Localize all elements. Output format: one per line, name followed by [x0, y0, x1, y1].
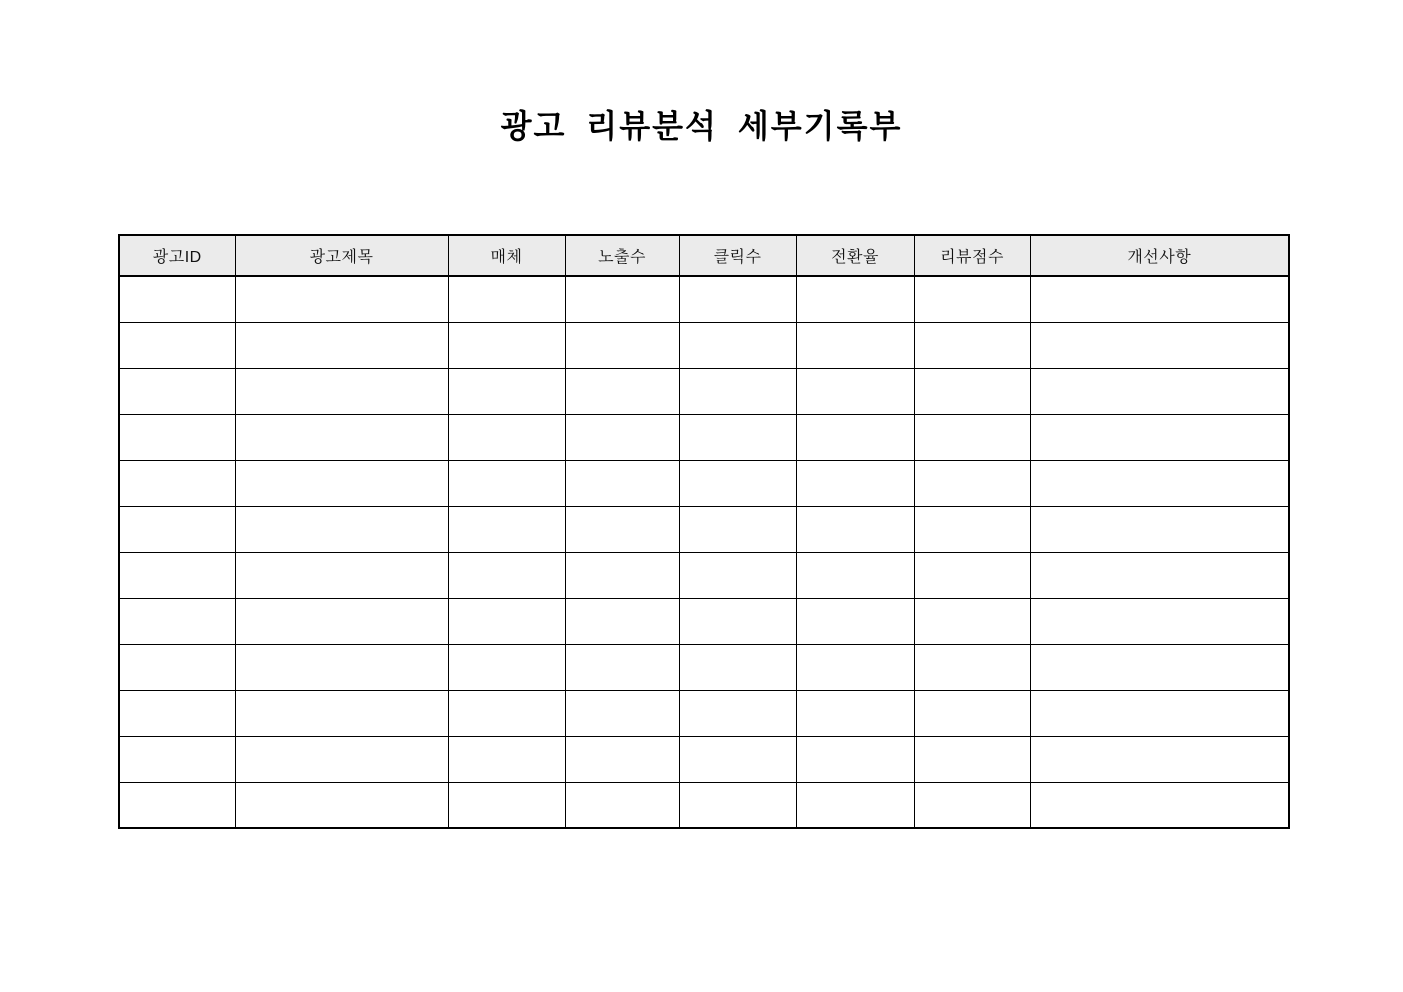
cell-conversion-rate: [796, 322, 914, 368]
cell-media: [448, 552, 565, 598]
cell-conversion-rate: [796, 414, 914, 460]
cell-ad-title: [235, 736, 448, 782]
table-row: [119, 322, 1289, 368]
cell-media: [448, 782, 565, 828]
cell-impressions: [565, 322, 679, 368]
cell-ad-title: [235, 322, 448, 368]
column-header-ad-title: 광고제목: [235, 235, 448, 276]
cell-review-score: [914, 506, 1030, 552]
cell-impressions: [565, 690, 679, 736]
cell-improvements: [1030, 552, 1289, 598]
cell-clicks: [679, 644, 796, 690]
cell-improvements: [1030, 690, 1289, 736]
cell-review-score: [914, 736, 1030, 782]
table-body: [119, 276, 1289, 828]
cell-ad-id: [119, 460, 235, 506]
cell-ad-id: [119, 782, 235, 828]
cell-clicks: [679, 690, 796, 736]
cell-impressions: [565, 736, 679, 782]
cell-review-score: [914, 690, 1030, 736]
cell-ad-id: [119, 690, 235, 736]
column-header-conversion-rate: 전환율: [796, 235, 914, 276]
cell-ad-title: [235, 276, 448, 322]
table-row: [119, 644, 1289, 690]
cell-media: [448, 644, 565, 690]
cell-impressions: [565, 368, 679, 414]
cell-ad-title: [235, 552, 448, 598]
cell-impressions: [565, 552, 679, 598]
cell-media: [448, 506, 565, 552]
column-header-media: 매체: [448, 235, 565, 276]
column-header-clicks: 클릭수: [679, 235, 796, 276]
cell-conversion-rate: [796, 506, 914, 552]
cell-review-score: [914, 322, 1030, 368]
cell-ad-id: [119, 368, 235, 414]
cell-media: [448, 368, 565, 414]
cell-improvements: [1030, 368, 1289, 414]
table-row: [119, 598, 1289, 644]
cell-impressions: [565, 598, 679, 644]
cell-review-score: [914, 782, 1030, 828]
document-title: 광고 리뷰분석 세부기록부: [500, 108, 903, 144]
cell-clicks: [679, 368, 796, 414]
table-header-row: [119, 235, 1289, 276]
cell-ad-title: [235, 782, 448, 828]
cell-review-score: [914, 598, 1030, 644]
cell-clicks: [679, 552, 796, 598]
cell-clicks: [679, 736, 796, 782]
table-row: [119, 460, 1289, 506]
cell-improvements: [1030, 598, 1289, 644]
cell-media: [448, 276, 565, 322]
cell-conversion-rate: [796, 276, 914, 322]
cell-ad-id: [119, 736, 235, 782]
table-row: [119, 552, 1289, 598]
cell-improvements: [1030, 276, 1289, 322]
record-table-container: [118, 234, 1288, 829]
cell-review-score: [914, 276, 1030, 322]
cell-media: [448, 736, 565, 782]
cell-ad-id: [119, 414, 235, 460]
cell-ad-title: [235, 506, 448, 552]
column-header-impressions: 노출수: [565, 235, 679, 276]
cell-review-score: [914, 552, 1030, 598]
cell-ad-title: [235, 598, 448, 644]
column-header-improvements: 개선사항: [1030, 235, 1289, 276]
cell-clicks: [679, 506, 796, 552]
cell-conversion-rate: [796, 552, 914, 598]
cell-improvements: [1030, 460, 1289, 506]
cell-review-score: [914, 644, 1030, 690]
table-row: [119, 782, 1289, 828]
cell-ad-id: [119, 552, 235, 598]
cell-impressions: [565, 782, 679, 828]
cell-impressions: [565, 414, 679, 460]
table-row: [119, 690, 1289, 736]
cell-conversion-rate: [796, 598, 914, 644]
cell-ad-id: [119, 276, 235, 322]
cell-ad-id: [119, 598, 235, 644]
cell-impressions: [565, 644, 679, 690]
cell-ad-id: [119, 322, 235, 368]
table-row: [119, 736, 1289, 782]
cell-clicks: [679, 460, 796, 506]
table-header: [119, 235, 1289, 276]
cell-impressions: [565, 460, 679, 506]
cell-ad-title: [235, 368, 448, 414]
cell-ad-title: [235, 644, 448, 690]
cell-improvements: [1030, 322, 1289, 368]
cell-clicks: [679, 322, 796, 368]
cell-conversion-rate: [796, 782, 914, 828]
cell-ad-title: [235, 690, 448, 736]
table-row: [119, 506, 1289, 552]
cell-impressions: [565, 506, 679, 552]
cell-media: [448, 690, 565, 736]
cell-improvements: [1030, 506, 1289, 552]
cell-media: [448, 460, 565, 506]
column-header-ad-id: 광고ID: [119, 235, 235, 276]
cell-improvements: [1030, 644, 1289, 690]
cell-media: [448, 322, 565, 368]
cell-ad-title: [235, 414, 448, 460]
cell-ad-id: [119, 644, 235, 690]
cell-review-score: [914, 460, 1030, 506]
cell-improvements: [1030, 782, 1289, 828]
table-row: [119, 368, 1289, 414]
cell-conversion-rate: [796, 460, 914, 506]
cell-conversion-rate: [796, 644, 914, 690]
cell-ad-title: [235, 460, 448, 506]
table-row: [119, 414, 1289, 460]
cell-conversion-rate: [796, 368, 914, 414]
cell-improvements: [1030, 736, 1289, 782]
cell-conversion-rate: [796, 736, 914, 782]
column-header-review-score: 리뷰점수: [914, 235, 1030, 276]
cell-clicks: [679, 782, 796, 828]
cell-review-score: [914, 414, 1030, 460]
cell-conversion-rate: [796, 690, 914, 736]
cell-ad-id: [119, 506, 235, 552]
cell-impressions: [565, 276, 679, 322]
cell-improvements: [1030, 414, 1289, 460]
cell-review-score: [914, 368, 1030, 414]
cell-clicks: [679, 598, 796, 644]
ad-review-table: [118, 234, 1290, 829]
cell-media: [448, 414, 565, 460]
cell-clicks: [679, 414, 796, 460]
table-row: [119, 276, 1289, 322]
cell-media: [448, 598, 565, 644]
cell-clicks: [679, 276, 796, 322]
